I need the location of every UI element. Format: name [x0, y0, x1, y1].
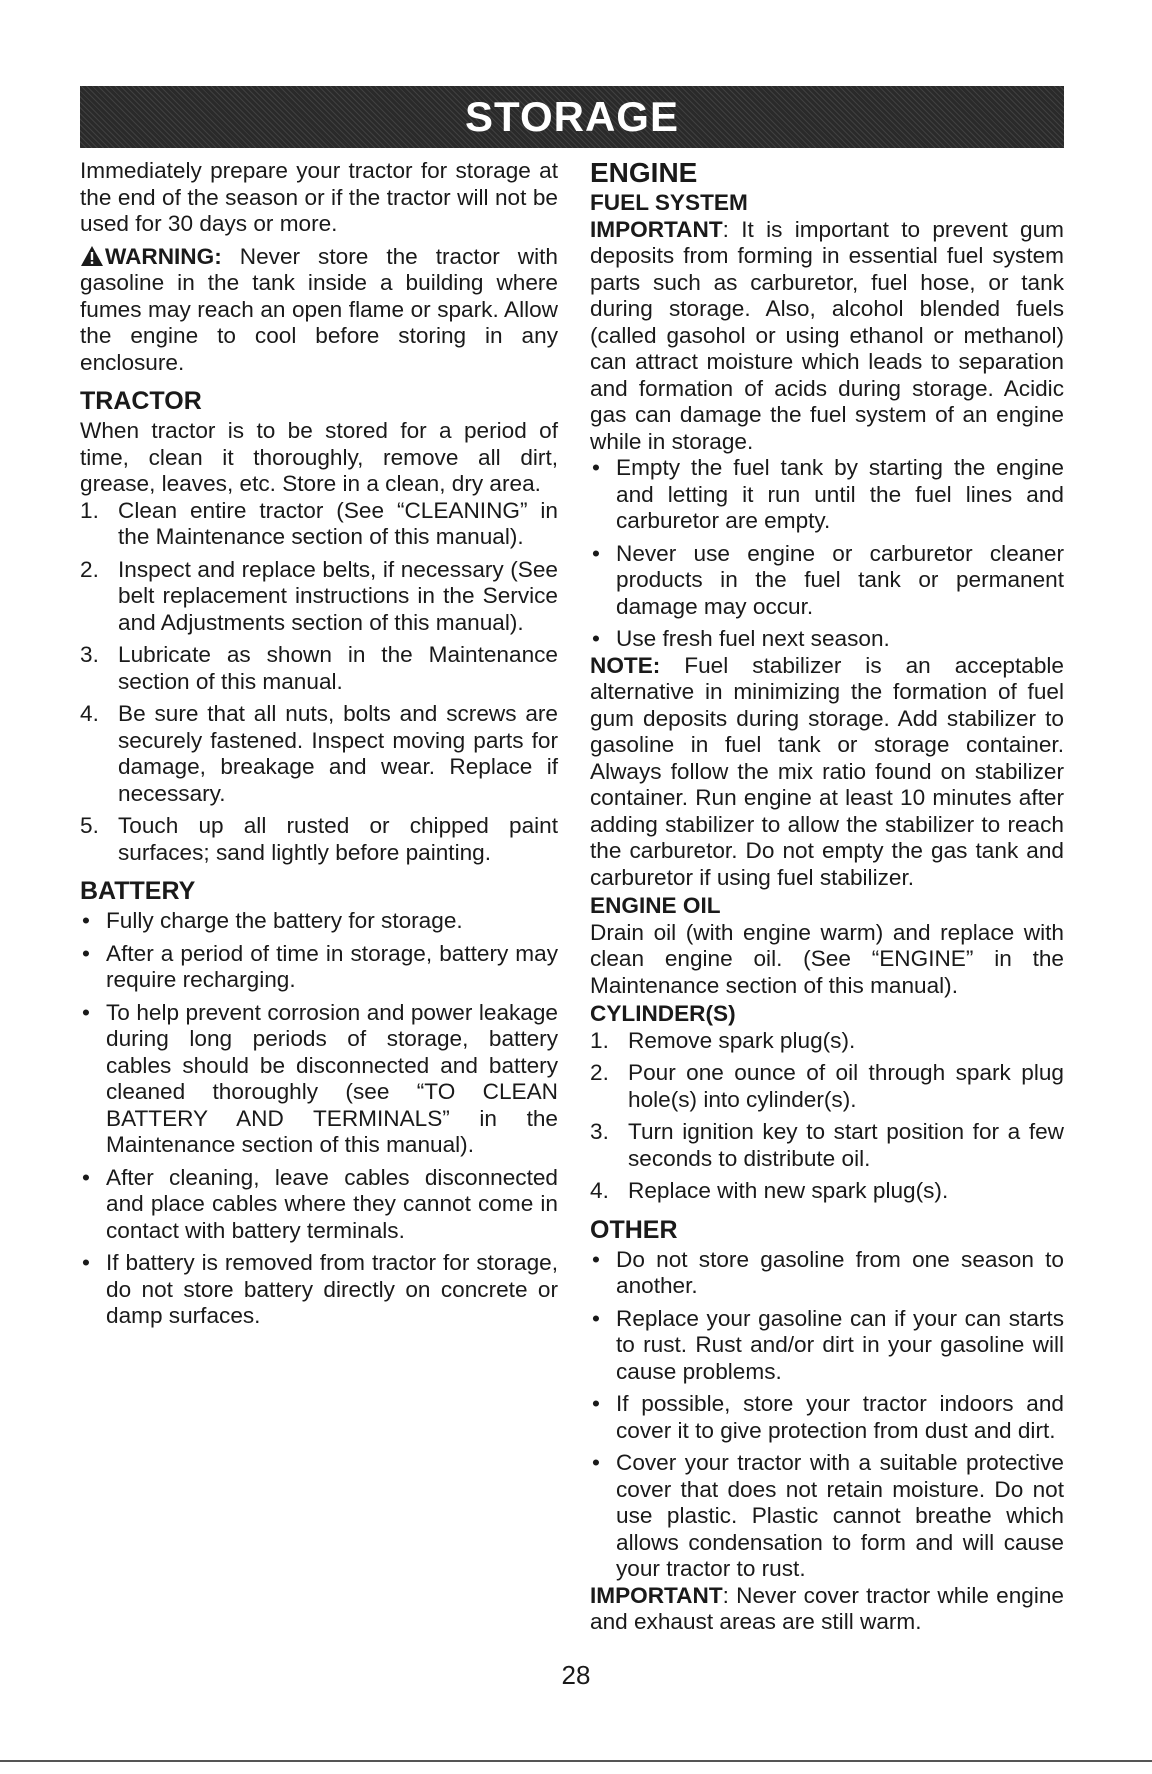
fuel-important-paragraph [590, 217, 1064, 456]
fuel-system-heading: FUEL SYSTEM [590, 190, 748, 215]
engine-oil-heading: ENGINE OIL [590, 893, 721, 918]
tractor-paragraph: When tractor is to be stored for a period of time, clean it thoroughly, remove all dirt, grease, leaves, etc. Store in a clean, dry area. [80, 418, 558, 496]
list-item [80, 1250, 558, 1330]
list-item [80, 498, 558, 551]
list-item [80, 1000, 558, 1159]
battery-list [80, 908, 558, 1330]
bullet-icon: • [82, 1250, 90, 1275]
bullet-text: Use fresh fuel next season. [616, 626, 890, 651]
note-paragraph [590, 653, 1064, 892]
step-number: 4. [80, 701, 99, 726]
fuel-list [590, 455, 1064, 653]
bullet-text: After a period of time in storage, battery may require recharging. [106, 940, 558, 992]
important-text: : It is important to prevent gum deposits from forming in essential fuel system parts such as carburetor, fuel hose, or tank during storage. Also, alcohol blended fuels (called gasohol or using ethanol or methanol) can attract moisture which leads to separation and formation of acids during storage. Acidic gas can damage the fuel system of an engine while in storage. [590, 216, 1064, 454]
bullet-icon: • [592, 1305, 600, 1331]
engine-oil-paragraph: Drain oil (with engine warm) and replace with clean engine oil. (See “ENGINE” in the Maintenance section of this manual). [590, 919, 1064, 998]
bullet-icon: • [592, 626, 600, 651]
bullet-icon: • [82, 999, 90, 1025]
step-number: 1. [590, 1027, 609, 1053]
bullet-icon: • [592, 1391, 600, 1416]
tractor-heading: TRACTOR [80, 387, 202, 415]
bullet-text: Empty the fuel tank by starting the engine and letting it run until the fuel lines and carburetor are empty. [616, 455, 1064, 533]
note-label: NOTE: [590, 652, 661, 678]
list-item [80, 557, 558, 637]
step-text: Replace with new spark plug(s). [628, 1178, 949, 1203]
bullet-icon: • [592, 1246, 600, 1272]
bullet-text: After cleaning, leave cables disconnected and place cables where they cannot come in contact with battery terminals. [106, 1164, 558, 1243]
step-number: 1. [80, 497, 99, 523]
bullet-text: Never use engine or carburetor cleaner products in the fuel tank or permanent damage may occur. [616, 540, 1064, 619]
step-number: 2. [80, 556, 99, 582]
warning-triangle-icon [80, 245, 104, 267]
battery-heading: BATTERY [80, 877, 196, 905]
step-text: Remove spark plug(s). [628, 1027, 856, 1053]
bullet-text: Cover your tractor with a suitable protective cover that does not retain moisture. Do not use plastic. Plastic cannot breathe which allows condensation to form and will cause your tractor to rust. [616, 1450, 1064, 1581]
left-column [80, 158, 558, 1336]
bullet-text: If battery is removed from tractor for storage, do not store battery directly on concrete or damp surfaces. [106, 1250, 558, 1328]
bullet-icon: • [592, 540, 600, 566]
step-number: 2. [590, 1060, 609, 1085]
important-label: IMPORTANT [590, 1582, 723, 1608]
step-number: 5. [80, 813, 99, 838]
bullet-icon: • [82, 908, 90, 933]
right-column [590, 158, 1064, 1636]
list-item [590, 1060, 1064, 1113]
list-item [590, 1391, 1064, 1444]
bullet-text: Do not store gasoline from one season to another. [616, 1246, 1064, 1298]
warning-label: WARNING: [105, 243, 222, 269]
important-label: IMPORTANT [590, 216, 723, 242]
bullet-text: Replace your gasoline can if your can starts to rust. Rust and/or dirt in your gasoline will cause problems. [616, 1305, 1064, 1384]
step-text: Clean entire tractor (See “CLEANING” in the Maintenance section of this manual). [118, 497, 558, 549]
bullet-text: Fully charge the battery for storage. [106, 908, 463, 933]
list-item [80, 908, 558, 935]
tractor-steps-list [80, 498, 558, 867]
bottom-divider [0, 1760, 1152, 1762]
note-text: Fuel stabilizer is an acceptable alternative in minimizing the formation of fuel gum deposits during storage. Add stabilizer to gasoline in fuel tank or storage container. Always follow the mix ratio found on stabilizer container. Run engine at least 10 minutes after adding stabilizer to allow the stabilizer to reach the carburetor. Do not empty the gas tank and carburetor if using fuel stabilizer. [590, 652, 1064, 890]
engine-heading: ENGINE [590, 157, 698, 188]
list-item [590, 1119, 1064, 1172]
cylinders-heading: CYLINDER(S) [590, 1001, 736, 1026]
list-item [590, 541, 1064, 621]
list-item [590, 1028, 1064, 1055]
warning-text: Never store the tractor with gasoline in the tank inside a building where fumes may reach an open flame or spark. Allow the engine to cool before storing in any enclosure. [80, 243, 558, 375]
list-item [590, 626, 1064, 653]
other-important-paragraph [590, 1583, 1064, 1636]
bullet-text: If possible, store your tractor indoors and cover it to give protection from dust and dirt. [616, 1391, 1064, 1443]
step-text: Turn ignition key to start position for a few seconds to distribute oil. [628, 1119, 1064, 1171]
list-item [590, 1247, 1064, 1300]
list-item [80, 941, 558, 994]
step-text: Inspect and replace belts, if necessary (See belt replacement instructions in the Service and Adjustments section of this manual). [118, 556, 558, 635]
list-item [590, 1450, 1064, 1583]
bullet-icon: • [82, 940, 90, 966]
step-text: Touch up all rusted or chipped paint surfaces; sand lightly before painting. [118, 813, 558, 865]
warning-paragraph [80, 244, 558, 377]
bullet-text: To help prevent corrosion and power leakage during long periods of storage, battery cables should be disconnected and battery cleaned thoroughly (see “TO CLEAN BATTERY AND TERMINALS” in the Maintenance section of this manual). [106, 999, 558, 1157]
important-text: : Never cover tractor while engine and exhaust areas are still warm. [590, 1582, 1064, 1634]
other-list [590, 1247, 1064, 1583]
intro-paragraph: Immediately prepare your tractor for storage at the end of the season or if the tractor will not be used for 30 days or more. [80, 158, 558, 236]
step-number: 4. [590, 1178, 609, 1203]
list-item [80, 642, 558, 695]
bullet-icon: • [82, 1164, 90, 1190]
list-item [80, 813, 558, 866]
step-text: Lubricate as shown in the Maintenance section of this manual. [118, 642, 558, 694]
list-item [590, 455, 1064, 535]
bullet-icon: • [592, 455, 600, 480]
step-text: Be sure that all nuts, bolts and screws are securely fastened. Inspect moving parts for damage, breakage and wear. Replace if necessary. [118, 701, 558, 806]
page-title: STORAGE [465, 93, 679, 140]
list-item [80, 1165, 558, 1245]
cylinders-steps-list [590, 1028, 1064, 1205]
page-number: 28 [561, 1660, 591, 1690]
step-number: 3. [590, 1119, 609, 1144]
section-banner [80, 86, 1064, 148]
list-item [590, 1178, 1064, 1205]
list-item [80, 701, 558, 807]
list-item [590, 1306, 1064, 1386]
step-number: 3. [80, 642, 99, 667]
other-heading: OTHER [590, 1215, 678, 1244]
bullet-icon: • [592, 1450, 600, 1475]
step-text: Pour one ounce of oil through spark plug hole(s) into cylinder(s). [628, 1060, 1064, 1112]
